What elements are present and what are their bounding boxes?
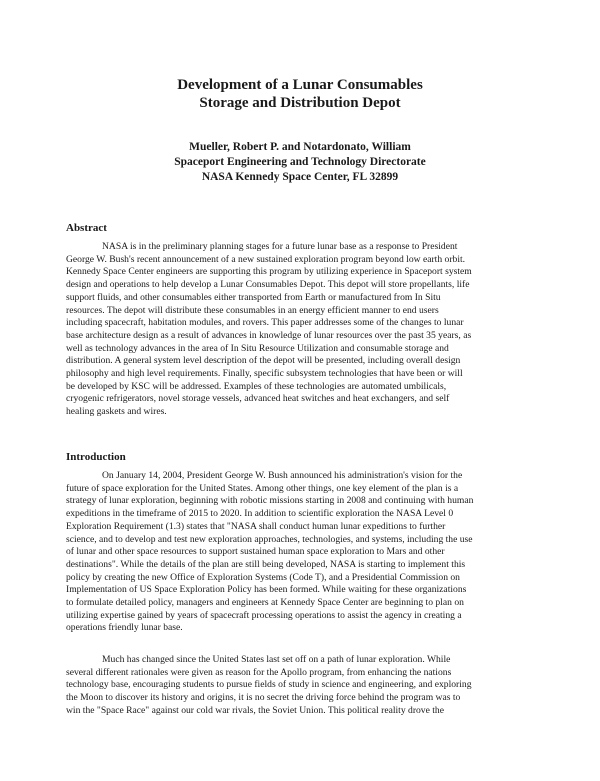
author-block [0,140,600,185]
text-line: base architecture design as a result of advances in knowledge of lunar resources over the past 35 years, as [66,329,472,341]
text-line: be developed by KSC will be addressed. Examples of these technologies are automated umbilicals, [66,380,447,392]
text-line: support fluids, and other consumables either transported from Earth or manufactured from In Situ [66,291,441,303]
title-line-2: Storage and Distribution Depot [199,95,401,111]
introduction-heading: Introduction [66,451,126,463]
text-line: win the "Space Race" against our cold war rivals, the Soviet Union. This political reality drove the [66,704,444,716]
text-line: of lunar and other space resources to support sustained human space exploration to Mars and other [66,546,445,558]
text-line: healing gaskets and wires. [66,406,167,418]
abstract-paragraph [66,241,536,419]
text-line: several different rationales were given as reason for the Apollo program, from enhancing the nations [66,666,452,678]
text-line: design and operations to help develop a Lunar Consumables Depot. This depot will store propellants, life [66,279,470,291]
text-line: policy by creating the new Office of Exploration Systems (Code T), and a Presidential Commission on [66,571,460,583]
text-line: future of space exploration for the United States. Among other things, one key element of the plan is a [66,482,459,494]
text-line: philosophy and high level requirements. Finally, specific subsystem technologies that have been or will [66,368,463,380]
text-line: well as technology advances in the area of In Situ Resource Utilization and consumable storage and [66,342,449,354]
text-line: Much has changed since the United States last set off on a path of lunar exploration. While [102,654,451,665]
text-line: science, and to develop and test new exploration approaches, technologies, and systems, including the use [66,533,473,545]
text-line: technology base, encouraging students to pursue fields of study in science and engineering, and exploring [66,679,472,691]
introduction-paragraph-1 [66,470,536,635]
text-line: NASA is in the preliminary planning stages for a future lunar base as a response to President [102,241,458,252]
text-line: Kennedy Space Center engineers are supporting this program by utilizing experience in Spaceport system [66,266,472,278]
text-line: to formulate detailed policy, managers and engineers at Kennedy Space Center are beginning to plan on [66,597,464,609]
text-line: including spacecraft, habitation modules, and rovers. This paper addresses some of the changes to lunar [66,317,464,329]
text-line: On January 14, 2004, President George W. Bush announced his administration's vision for the [102,470,463,481]
text-line: operations friendly lunar base. [66,622,183,634]
author-affiliation: Spaceport Engineering and Technology Directorate [174,156,426,168]
text-line: Exploration Requirement (1.3) states that "NASA shall conduct human lunar expeditions to further [66,520,446,532]
text-line: Implementation of US Space Exploration Policy has been formed. While waiting for these organizations [66,584,467,596]
abstract-heading: Abstract [66,222,107,234]
author-names: Mueller, Robert P. and Notardonato, William [189,141,411,153]
author-location: NASA Kennedy Space Center, FL 32899 [201,171,399,183]
text-line: cryogenic refrigerators, novel storage vessels, advanced heat switches and heat exchangers, and self [66,393,450,405]
text-line: destinations". While the details of the plan are still being developed, NASA is starting to implement this [66,558,466,570]
title-line-1: Development of a Lunar Consumables [177,77,423,93]
text-line: distribution. A general system level description of the depot will be presented, including overall design [66,355,461,367]
text-line: utilizing expertise gained by years of spacecraft processing operations to assist the agency in creating a [66,609,462,621]
paper-title [0,76,600,112]
text-line: expeditions in the timeframe of 2015 to 2020. In addition to scientific exploration the NASA Level 0 [66,508,454,520]
text-line: the Moon to discover its history and origins, it is no secret the driving force behind the program was to [66,692,461,704]
text-line: resources. The depot will distribute these consumables in an energy efficient manner to end users [66,304,439,316]
introduction-paragraph-2 [66,654,536,718]
text-line: strategy of lunar exploration, beginning with robotic missions starting in 2008 and continuing with human [66,495,474,507]
text-line: George W. Bush's recent announcement of a new sustained exploration program beyond low earth orbit. [66,253,466,265]
